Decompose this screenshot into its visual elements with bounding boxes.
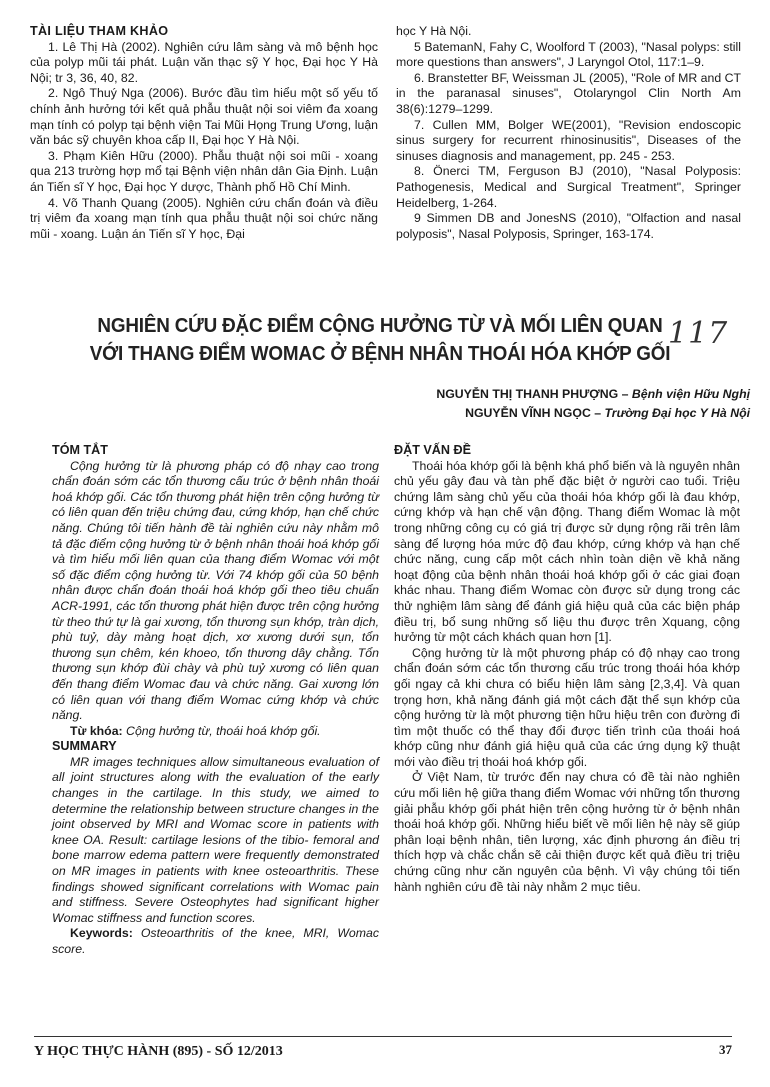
abstract-text-en: MR images techniques allow simultaneous evaluation of all joint structures along with the evaluation of the early changes in the cartilage. In this study, we aimed to determine the relationship between structure changes in the joint observed by MRI and Womac score in patients with knee OA. Result: cartilage lesions of the tibio- femoral and bone marrow edema pattern were frequently demonstrated on MR images in patients with knee osteoarthritis. These findings showed significant correlations with Womac pain and stiffness. Severe Osteophytes had significant higher Womac stiffness and function scores. bbox=[52, 754, 379, 925]
reference-item: 5 BatemanN, Fahy C, Woolford T (2003), "Nasal polyps: still more questions than answers", J Laryngol Otol, 117:1–9. bbox=[396, 39, 741, 70]
abstract-text-vi: Cộng hưởng từ là phương pháp có độ nhạy cao trong chẩn đoán sớm các tổn thương cấu trúc ở bệnh nhân thoái hoá khớp gối. Các tổn thương phát hiện trên cộng hưởng từ có liên quan đến triệu chứng đau, cứng khớp, hạn chế chức năng. Chúng tôi tiến hành đề tài nghiên cứu này nhằm mô tả đặc điểm cộng hưởng từ ở bệnh nhân thoái hoá khớp gối và tìm hiểu mối liên quan của thang điểm Womac với một số đặc điểm cộng hưởng từ. Với 74 khớp gối của 50 bệnh nhân được chẩn đoán thoái hoá khớp gối theo tiêu chuẩn ACR-1991, các tổn thương phát hiện được trên cộng hưởng từ theo thứ tự là gai xương, tổn thương sụn khớp, tràn dịch, phù tuỷ, dày màng hoạt dịch, xơ xương dưới sụn, tổn thương sụn chêm, kén khoeo, tổn thương dây chằng. Tổn thương sụn khớp đùi chày và phù tuỷ xương có liên quan đến thang điểm Womac đau và chức năng. Gai xương lớn có liên quan với thang điểm Womac cứng khớp và chức năng. bbox=[52, 458, 379, 723]
references-left-column bbox=[30, 24, 378, 242]
keywords-vi: Từ khóa: Cộng hưởng từ, thoái hoá khớp gối. bbox=[70, 723, 321, 738]
article-title bbox=[86, 312, 675, 368]
article-title-line-1: NGHIÊN CỨU ĐẶC ĐIỂM CỘNG HƯỞNG TỪ VÀ MỐI LIÊN QUAN bbox=[97, 314, 663, 337]
references-heading: TÀI LIỆU THAM KHẢO bbox=[30, 24, 169, 38]
author-affiliation: Bệnh viện Hữu Nghị bbox=[631, 387, 750, 401]
reference-item: 2. Ngô Thuý Nga (2006). Bước đầu tìm hiểu một số yếu tố chính ảnh hưởng tới kết quả phẫu thuật nội soi viêm đa xoang mạn tính có polyp tại bệnh viện Tai Mũi Họng Trung Ương, luận văn bác sỹ chuyên khoa cấp II, Đại học Y Hà Nội. bbox=[30, 86, 378, 148]
author-name: NGUYỄN THỊ THANH PHƯỢNG – bbox=[436, 387, 632, 401]
abstract-heading-vi: TÓM TẮT bbox=[52, 443, 108, 457]
article-title-line-2: VỚI THANG ĐIỂM WOMAC Ở BỆNH NHÂN THOÁI HÓA KHỚP GỐI bbox=[89, 342, 671, 365]
reference-item: 9 Simmen DB and JonesNS (2010), "Olfaction and nasal polyposis", Nasal Polyposis, Springer, 163-174. bbox=[396, 211, 741, 241]
introduction-column bbox=[394, 443, 740, 895]
author-line bbox=[436, 385, 750, 404]
introduction-heading: ĐẶT VẤN ĐỀ bbox=[394, 443, 471, 457]
author-affiliation: Trường Đại học Y Hà Nội bbox=[604, 406, 750, 420]
abstract-column bbox=[52, 443, 379, 958]
references-right-column bbox=[396, 24, 741, 242]
reference-item: 4. Võ Thanh Quang (2005). Nghiên cứu chẩn đoán và điều trị viêm đa xoang mạn tính qua phẫu thuật nội soi chức năng mũi - xoang. Luận án Tiến sĩ Y học, Đại bbox=[30, 195, 378, 241]
reference-item: 6. Branstetter BF, Weissman JL (2005), "Role of MR and CT in the paranasal sinuses", Otolaryngol Clin North Am 38(6):1279–1299. bbox=[396, 70, 741, 116]
handwritten-page-mark: 117 bbox=[668, 316, 729, 351]
keywords-en: Keywords: Osteoarthritis of the knee, MRI, Womac score. bbox=[52, 926, 379, 956]
page-number: 37 bbox=[719, 1042, 732, 1057]
introduction-paragraph: Cộng hưởng từ là một phương pháp có độ nhạy cao trong chẩn đoán sớm các tổn thương cấu trúc trong thoái hóa khớp gối ngay cả khi chưa có biểu hiện lâm sàng [2,3,4]. Và quan trọng hơn, khả năng đánh giá một cách đặt thể sụn khớp của cộng hưởng từ là một phương tiện hữu hiệu trên con đường đi tìm một thuốc có thể thay đổi được tiến trình của thoái hoá khớp cũng như đánh giá hiệu quả của các ứng dụng kỹ thuật mới vào điều trị thoái hoá khớp gối. bbox=[394, 645, 740, 769]
abstract-heading-en: SUMMARY bbox=[52, 739, 117, 754]
journal-name: Y HỌC THỰC HÀNH (895) - SỐ 12/2013 bbox=[34, 1044, 283, 1059]
reference-continuation: học Y Hà Nội. bbox=[396, 24, 472, 38]
keywords-label: Keywords: bbox=[70, 926, 133, 941]
page-footer bbox=[34, 1036, 732, 1059]
author-name: NGUYỄN VĨNH NGỌC – bbox=[465, 406, 605, 420]
keywords-label: Từ khóa: bbox=[70, 723, 123, 738]
reference-item: 7. Cullen MM, Bolger WE(2001), "Revision endoscopic sinus surgery for recurrent rhinosinusitis", Diseases of the sinuses diagnosis and management, pp. 245 - 253. bbox=[396, 117, 741, 163]
reference-item: 1. Lê Thị Hà (2002). Nghiên cứu lâm sàng và mô bệnh học của polyp mũi tái phát. Luận văn thạc sỹ Y học, Đại học Y Hà Nội; tr 3, 36, 40, 82. bbox=[30, 39, 378, 85]
reference-item: 8. Önerci TM, Ferguson BJ (2010), "Nasal Polyposis: Pathogenesis, Medical and Surgical Treatment", Springer Heidelberg, 1-264. bbox=[396, 164, 741, 210]
introduction-paragraph: Ở Việt Nam, từ trước đến nay chưa có đề tài nào nghiên cứu mối liên hệ giữa thang điểm Womac với những tổn thương giải phẫu khớp gối phát hiện trên cộng hưởng từ ở bệnh nhân thoái hoá khớp gối. Những hiểu biết về mối liên hệ này sẽ giúp phân loại bệnh nhân, tiên lượng, xác định phương án điều trị thích hợp và chắc chắn sẽ cải thiện được kết quả điều trị triệu chứng cũng như căn nguyên của bệnh. Vì vậy chúng tôi tiến hành nghiên cứu đề tài này nhằm 2 mục tiêu. bbox=[394, 770, 740, 894]
author-line bbox=[436, 404, 750, 423]
reference-item: 3. Phạm Kiên Hữu (2000). Phẫu thuật nội soi mũi - xoang qua 213 trường hợp mổ tại Bệnh viện nhân dân Gia Định. Luận án Tiến sĩ Y học, Đại học Y dược, Thành phố Hồ Chí Minh. bbox=[30, 148, 378, 194]
author-block bbox=[436, 385, 750, 423]
introduction-paragraph: Thoái hóa khớp gối là bệnh khá phổ biến và là nguyên nhân chủ yếu gây đau và tàn phế đặc biệt ở người cao tuổi. Triệu chứng lâm sàng chủ yếu của thoái hóa khớp gối là đau khớp, cứng khớp và hạn chế vận động. Thang điểm Womac là một trong những công cụ có giá trị được sử dụng rộng rãi trên lâm sàng để lượng hóa mức độ đau khớp, cứng khớp và hạn chế chức năng, cung cấp một cách nhìn toàn diện về khả năng hoạt động của bệnh nhân thoái hoá khớp gối ở các giai đoạn khác nhau. Thang điểm Womac còn được sử dụng trong các thử nghiệm lâm sàng để đánh giá hiệu quả của các biện pháp điều trị, bổ sung những số liệu thu được trên Xquang, cộng hưởng từ một cách khách quan hơn [1]. bbox=[394, 458, 740, 645]
